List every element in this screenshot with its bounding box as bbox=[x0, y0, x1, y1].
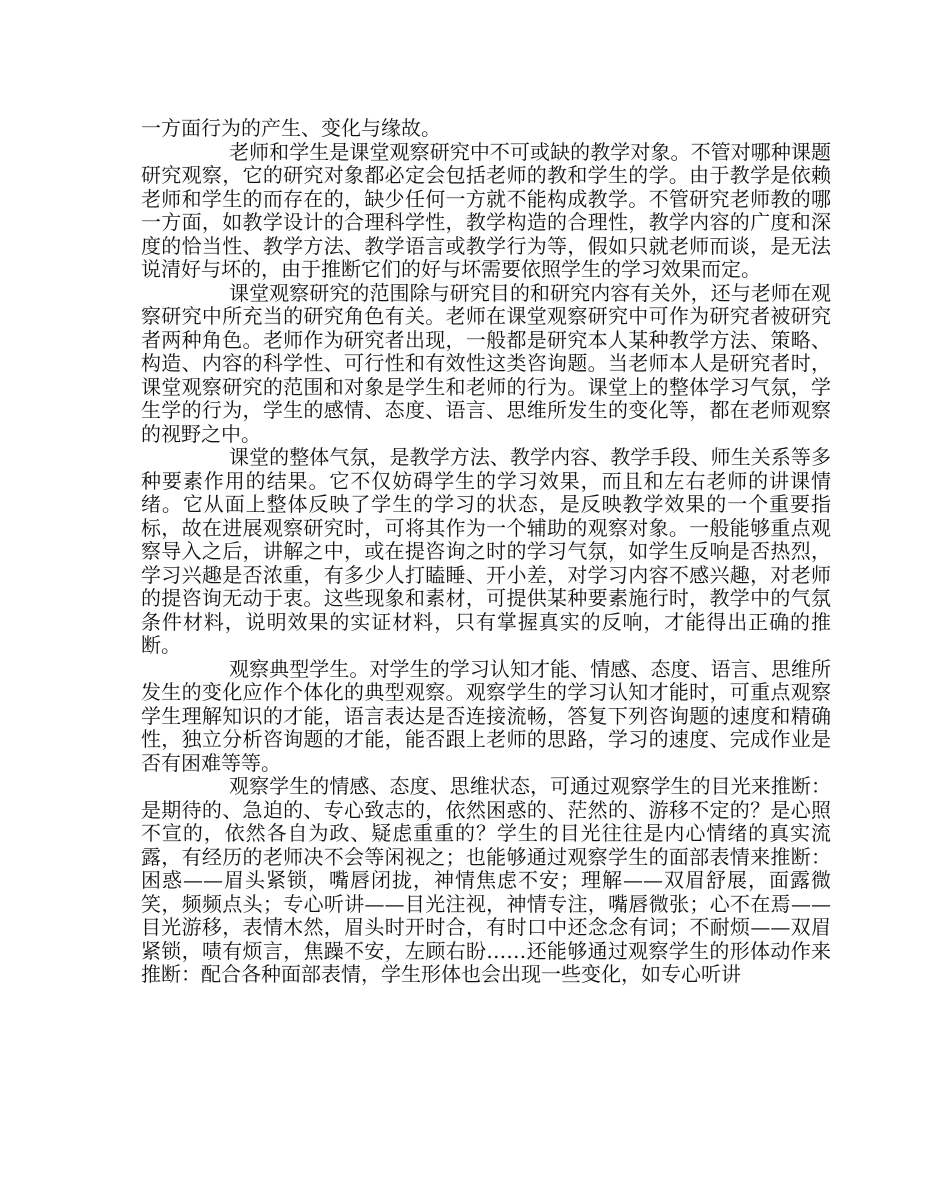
paragraph-1: 一方面行为的产生、变化与缘故。 bbox=[141, 116, 441, 140]
paragraph-3: 课堂观察研究的范围除与研究目的和研究内容有关外，还与老师在观察研究中所充当的研究角色有关。老师在课堂观察研究中可作为研究者被研究者两种角色。老师作为研究者出现，一般都是研究本人某种教学方法、策略、构造、内容的科学性、可行性和有效性这类咨询题。当老师本人是研究者时，课堂观察研究的范围和对象是学生和老师的行为。课堂上的整体学习气氛，学生学的行为，学生的感情、态度、语言、思维所发生的变化等，都在老师观察的视野之中。 bbox=[141, 280, 831, 446]
document-body bbox=[141, 117, 831, 987]
paragraph-2: 老师和学生是课堂观察研究中不可或缺的教学对象。不管对哪种课题研究观察，它的研究对象都必定会包括老师的教和学生的学。由于教学是依赖老师和学生的而存在的，缺少任何一方就不能构成教学。不管研究老师教的哪一方面，如教学设计的合理科学性，教学构造的合理性，教学内容的广度和深度的恰当性、教学方法、教学语言或教学行为等，假如只就老师而谈，是无法说清好与坏的，由于推断它们的好与坏需要依照学生的学习效果而定。 bbox=[141, 139, 831, 281]
paragraph-6: 观察学生的情感、态度、思维状态，可通过观察学生的目光来推断：是期待的、急迫的、专心致志的，依然困惑的、茫然的、游移不定的？是心照不宣的，依然各自为政、疑虑重重的？学生的目光往往是内心情绪的真实流露，有经历的老师决不会等闲视之；也能够通过观察学生的面部表情来推断：困惑——眉头紧锁，嘴唇闭拢，神情焦虑不安；理解——双眉舒展，面露微笑，频频点头；专心听讲——目光注视，神情专注，嘴唇微张；心不在焉——目光游移，表情木然，眉头时开时合，有时口中还念念有词；不耐烦——双眉紧锁，啧有烦言，焦躁不安，左顾右盼……还能够通过观察学生的形体动作来推断：配合各种面部表情，学生形体也会出现一些变化，如专心听讲 bbox=[141, 774, 831, 986]
paragraph-4: 课堂的整体气氛，是教学方法、教学内容、教学手段、师生关系等多种要素作用的结果。它不仅妨碍学生的学习效果，而且和左右老师的讲课情绪。它从面上整体反映了学生的学习的状态，是反映教学效果的一个重要指标，故在进展观察研究时，可将其作为一个辅助的观察对象。一般能够重点观察导入之后，讲解之中，或在提咨询之时的学习气氛，如学生反响是否热烈，学习兴趣是否浓重，有多少人打瞌睡、开小差，对学习内容不感兴趣，对老师的提咨询无动于衷。这些现象和素材，可提供某种要素施行时，教学中的气氛条件材料，说明效果的实证材料，只有掌握真实的反响，才能得出正确的推断。 bbox=[141, 445, 831, 657]
paragraph-5: 观察典型学生。对学生的学习认知才能、情感、态度、语言、思维所发生的变化应作个体化的典型观察。观察学生的学习认知才能时，可重点观察学生理解知识的才能，语言表达是否连接流畅，答复下列咨询题的速度和精确性，独立分析咨询题的才能，能否跟上老师的思路，学习的速度、完成作业是否有困难等等。 bbox=[141, 656, 831, 775]
